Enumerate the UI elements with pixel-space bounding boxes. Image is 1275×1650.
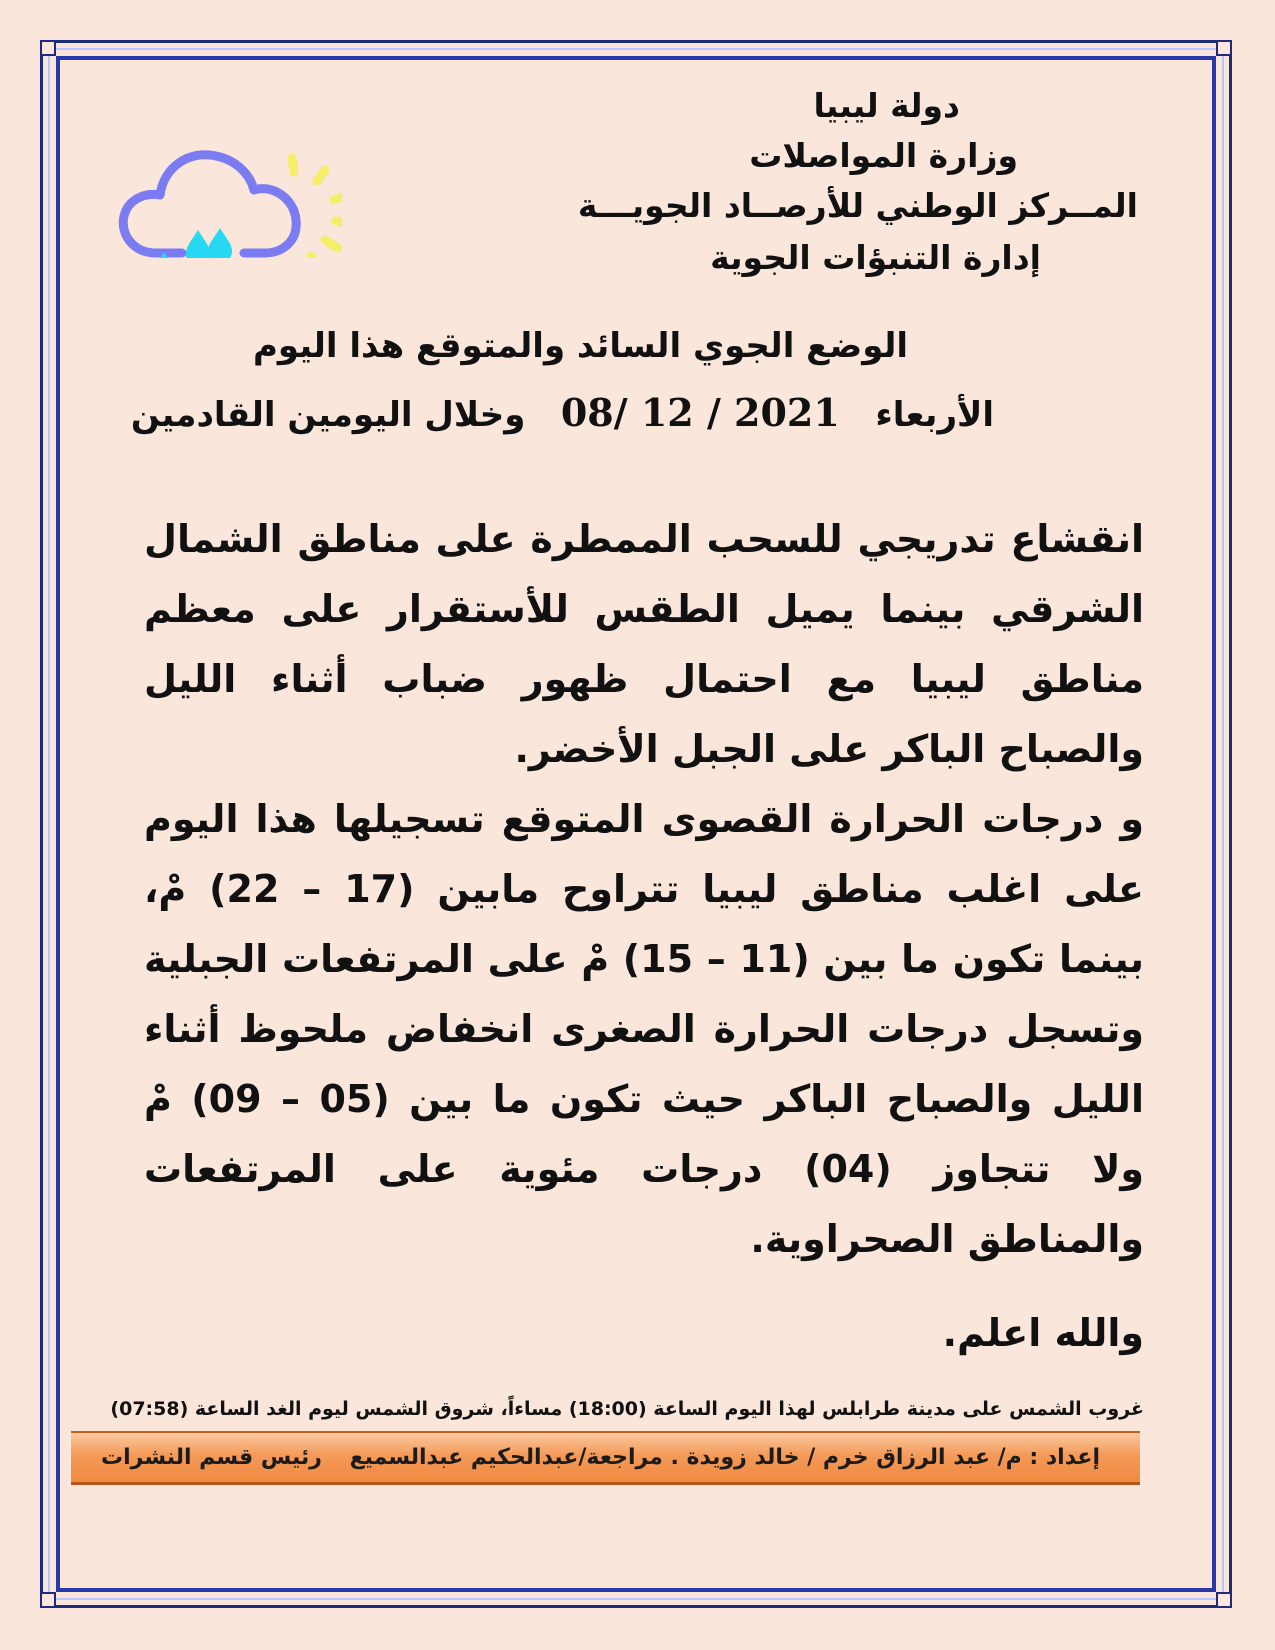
footer-prepared-by: إعداد : م/ عبد الرزاق خرم / خالد زويدة . مراجعة/عبدالحكيم عبدالسميع [349,1445,1100,1470]
frame-corner [40,40,56,56]
bulletin-title: الوضع الجوي السائد والمتوقع هذا اليوم [252,326,908,366]
header-ministry: وزارة المواصلات [749,136,1018,175]
forecast-paragraph-temperature: و درجات الحرارة القصوى المتوقع تسجيلها هذا اليوم على اغلب مناطق ليبيا تتراوح مابين (17 – 22) مْ، بينما تكون ما بين (11 – 15) مْ على المرتفعات الجبلية وتسجل درجات الحرارة الصغرى انخفاض ملحوظ أثناء الليل والصباح الباكر حيث تكون ما بين (05 – 09) مْ ولا تتجاوز (04) درجات مئوية على المرتفعات والمناطق الصحراوية. [144,797,1144,1261]
header-state: دولة ليبيا [813,86,960,125]
bulletin-date-line [131,390,994,435]
forecast-paragraph-sky: انقشاع تدريجي للسحب الممطرة على مناطق الشمال الشرقي بينما يميل الطقس للأستقرار على معظم مناطق ليبيا مع احتمال ظهور ضباب أثناء الليل والصباح الباكر على الجبل الأخضر. [144,517,1144,771]
frame-corner [1216,1592,1232,1608]
bulletin-day: الأربعاء [875,395,994,435]
bulletin-content [68,68,1204,1580]
header-center: المــركز الوطني للأرصــاد الجويـــة [577,186,1138,225]
bulletin-date-suffix: وخلال اليومين القادمين [130,395,526,435]
footer-head-title: رئيس قسم النشرات [101,1445,322,1470]
header-department: إدارة التنبؤات الجوية [710,238,1041,277]
bulletin-date: 08/ 12 / 2021 [560,390,840,435]
frame-corner [1216,40,1232,56]
footer-credits-bar [71,1431,1140,1485]
cloud-rain-sun-icon [112,108,342,258]
sunset-sunrise-info: غروب الشمس على مدينة طرابلس لهذا اليوم الساعة (18:00) مساءاً، شروق الشمس ليوم الغد الساعة (07:58) [110,1398,1144,1420]
frame-corner [40,1592,56,1608]
forecast-closing: والله اعلم. [942,1311,1144,1355]
